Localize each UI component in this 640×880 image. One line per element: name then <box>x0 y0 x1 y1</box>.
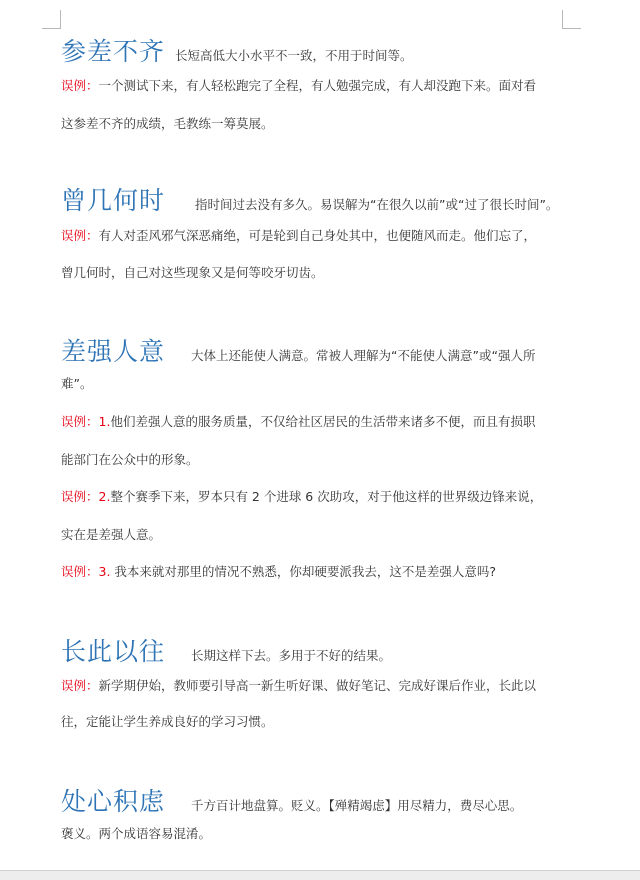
idiom-heading-3 <box>61 332 581 368</box>
idiom-title: 处心积虑 <box>61 787 166 816</box>
example-line <box>61 374 92 394</box>
error-example-tag: 误例： <box>61 228 99 243</box>
idiom-title: 差强人意 <box>61 337 166 366</box>
error-example-tag: 误例：2. <box>61 489 111 504</box>
idiom-definition: 大体上还能使人满意。常被人理解为“不能使人满意”或“强人所 <box>191 348 536 363</box>
example-line <box>61 562 496 582</box>
example-line <box>61 676 536 696</box>
idiom-heading-4 <box>61 632 581 668</box>
error-example-tag: 误例：3. <box>61 564 111 579</box>
crop-mark-top-left <box>42 10 61 29</box>
example-line <box>61 450 199 470</box>
example-line <box>61 824 211 844</box>
definition-continuation: 难”。 <box>61 376 93 391</box>
example-line <box>61 525 161 545</box>
example-line <box>61 226 536 246</box>
idiom-definition: 长期这样下去。多用于不好的结果。 <box>191 648 392 663</box>
example-line <box>61 76 536 96</box>
example-text: 有人对歪风邪气深恶痛绝，可是轮到自己身处其中，也便随风而走。他们忘了， <box>98 228 537 243</box>
example-line <box>61 487 542 507</box>
idiom-definition: 长短高低大小水平不一致，不用于时间等。 <box>175 48 413 63</box>
idiom-heading-1 <box>61 32 581 68</box>
example-line <box>61 114 274 134</box>
idiom-title: 长此以往 <box>61 637 166 666</box>
example-text: 往，定能让学生养成良好的学习习惯。 <box>61 714 274 729</box>
example-text: 实在是差强人意。 <box>61 527 162 542</box>
example-text: 一个测试下来，有人轻松跑完了全程，有人勉强完成，有人却没跑下来。面对看 <box>98 78 537 93</box>
example-text: 曾几何时，自己对这些现象又是何等咬牙切齿。 <box>61 265 324 280</box>
error-example-tag: 误例： <box>61 678 99 693</box>
idiom-heading-5 <box>61 782 581 818</box>
definition-continuation: 褒义。两个成语容易混淆。 <box>61 826 212 841</box>
crop-mark-top-right <box>562 10 581 29</box>
example-line <box>61 712 274 732</box>
example-text: 新学期伊始，教师要引导高一新生听好课、做好笔记、完成好课后作业，长此以 <box>98 678 537 693</box>
example-text: 我本来就对那里的情况不熟悉，你却硬要派我去，这不是差强人意吗? <box>110 564 497 579</box>
example-text: 整个赛季下来，罗本只有 2 个进球 6 次助攻，对于他这样的世界级边锋来说， <box>110 489 543 504</box>
error-example-tag: 误例： <box>61 78 99 93</box>
example-text: 能部门在公众中的形象。 <box>61 452 199 467</box>
idiom-definition: 指时间过去没有多久。易误解为“在很久以前”或“过了很长时间”。 <box>195 197 559 212</box>
idiom-title: 参差不齐 <box>61 37 166 66</box>
example-line <box>61 263 324 283</box>
idiom-title: 曾几何时 <box>61 186 166 215</box>
idiom-definition: 千方百计地盘算。贬义。【殚精竭虑】用尽精力，费尽心思。 <box>191 798 523 813</box>
error-example-tag: 误例：1. <box>61 414 111 429</box>
idiom-heading-2 <box>61 181 581 217</box>
example-text: 这参差不齐的成绩，毛教练一筹莫展。 <box>61 116 274 131</box>
example-text: 他们差强人意的服务质量，不仅给社区居民的生活带来诸多不便，而且有损职 <box>110 414 536 429</box>
example-line <box>61 412 535 432</box>
